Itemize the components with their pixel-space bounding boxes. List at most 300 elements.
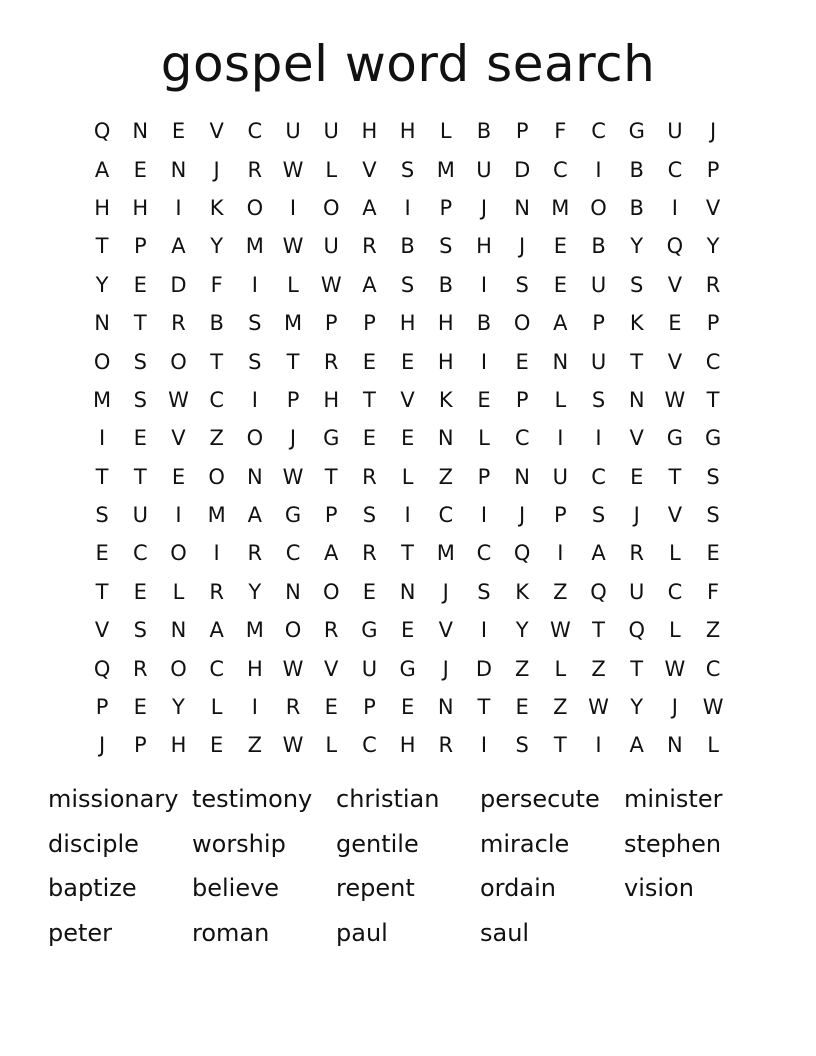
grid-letter: I [251,695,258,720]
grid-letter: Z [553,695,568,720]
grid-letter: V [705,195,721,220]
word-list-item: roman [192,918,270,947]
grid-letter: O [322,195,340,220]
grid-letter: V [94,618,110,643]
word-list-item: missionary [48,785,179,813]
grid-letter: C [132,541,148,566]
grid-letter: E [515,349,529,374]
grid-letter: C [362,733,377,758]
grid-letter: F [554,119,567,144]
grid-letter: C [209,387,224,412]
grid-letter: E [133,157,147,182]
grid-letter: P [554,503,567,528]
grid-letter: T [210,349,224,374]
grid-letter: S [362,503,377,528]
grid-letter: E [362,579,377,604]
word-list-item: saul [480,918,530,947]
grid-letter: C [667,157,683,182]
grid-letter: L [287,272,299,297]
word-list-item: minister [624,785,723,813]
grid-letter: E [324,695,338,720]
grid-letter: U [590,272,607,297]
grid-letter: U [667,119,683,144]
grid-letter: G [704,426,722,451]
grid-letter: W [549,618,571,643]
grid-letter: O [246,426,264,451]
grid-row [83,112,733,150]
grid-letter: I [480,272,488,297]
grid-letter: R [629,541,645,566]
grid-letter: C [285,541,301,566]
grid-letter: A [362,272,377,297]
grid-letter: O [170,656,187,681]
grid-letter: E [362,426,377,451]
grid-letter: E [400,695,415,720]
grid-letter: S [515,272,529,297]
grid-letter: L [554,387,567,412]
grid-letter: Y [630,234,644,259]
grid-letter: N [552,349,569,374]
grid-letter: H [170,733,187,758]
grid-letter: Q [93,119,111,144]
grid-letter: V [629,426,644,451]
grid-letter: T [668,464,682,489]
grid-letter: A [209,618,224,643]
grid-letter: S [248,311,262,336]
grid-letter: R [323,618,339,643]
grid-letter: I [557,426,564,451]
grid-letter: I [480,503,488,528]
grid-letter: H [246,656,263,681]
grid-letter: P [286,387,300,412]
grid-letter: I [595,733,602,758]
grid-letter: S [630,272,644,297]
grid-letter: H [361,119,378,144]
grid-letter: M [436,541,455,566]
grid-letter: D [514,157,531,182]
grid-letter: L [325,157,338,182]
grid-row [83,189,733,227]
grid-letter: V [667,349,683,374]
grid-letter: O [170,349,187,374]
grid-letter: I [251,272,258,297]
grid-letter: R [132,656,148,681]
grid-letter: I [671,195,678,220]
grid-letter: G [628,119,645,144]
grid-letter: M [551,195,570,220]
grid-letter: O [208,464,225,489]
grid-letter: R [171,311,186,336]
grid-row [83,573,733,611]
grid-letter: C [705,349,721,374]
grid-letter: E [400,426,415,451]
grid-letter: I [595,157,602,182]
grid-row [83,227,733,265]
word-list-item: gentile [336,829,419,858]
grid-letter: C [514,426,530,451]
word-list-item: worship [192,829,286,858]
grid-letter: H [323,387,340,412]
grid-letter: U [361,656,378,681]
grid-letter: M [207,503,226,528]
grid-letter: N [437,695,454,720]
word-list-item: christian [336,785,440,813]
word-list-item: persecute [480,785,600,813]
word-list-item: ordain [480,874,556,902]
grid-letter: M [283,311,303,336]
grid-letter: Y [172,695,185,720]
grid-letter: A [553,311,568,336]
grid-letter: N [437,426,454,451]
grid-letter: L [210,695,223,720]
grid-letter: B [438,272,453,297]
grid-letter: S [591,387,606,412]
grid-letter: N [399,579,416,604]
grid-letter: R [362,464,377,489]
grid-letter: B [209,311,224,336]
grid-letter: O [284,618,302,643]
grid-letter: V [171,426,186,451]
grid-letter: U [590,349,607,374]
grid-letter: M [245,234,264,259]
grid-letter: I [404,195,411,220]
grid-letter: S [706,503,720,528]
grid-letter: B [629,195,644,220]
grid-letter: H [399,733,416,758]
grid-letter: G [361,618,378,643]
grid-letter: N [514,464,531,489]
grid-letter: S [515,733,529,758]
grid-letter: R [209,579,224,604]
grid-letter: R [247,157,263,182]
word-list-item: vision [624,874,694,902]
grid-letter: T [95,234,109,259]
grid-letter: J [213,157,220,182]
grid-letter: T [706,387,720,412]
grid-letter: I [404,503,411,528]
grid-letter: M [93,387,112,412]
grid-letter: R [362,541,377,566]
grid-letter: G [284,503,302,528]
grid-letter: E [515,695,529,720]
grid-letter: V [667,503,683,528]
grid-letter: N [514,195,531,220]
grid-letter: E [400,349,415,374]
grid-letter: E [400,618,415,643]
grid-letter: C [667,579,683,604]
grid-letter: J [519,503,526,528]
grid-letter: S [400,272,415,297]
grid-letter: Z [209,426,224,451]
grid-letter: E [171,464,186,489]
grid-letter: Z [591,656,606,681]
grid-letter: I [175,503,182,528]
word-list-item: peter [48,918,113,947]
grid-letter: Z [705,618,721,643]
grid-letter: R [362,234,377,259]
grid-letter: K [629,311,644,336]
grid-letter: U [323,234,339,259]
grid-letter: A [362,195,377,220]
grid-letter: S [477,579,491,604]
grid-letter: W [282,656,304,681]
grid-letter: E [553,234,567,259]
grid-letter: A [629,733,644,758]
grid-letter: M [436,157,455,182]
word-list [48,777,768,955]
word-list-item: disciple [48,829,139,858]
grid-letter: P [324,503,338,528]
grid-letter: J [709,119,717,144]
grid-letter: C [591,464,606,489]
grid-letter: L [325,733,338,758]
grid-letter: O [170,541,187,566]
grid-letter: W [588,695,609,720]
grid-letter: P [515,387,529,412]
grid-letter: U [132,503,148,528]
grid-letter: L [401,464,414,489]
grid-row [83,304,733,342]
grid-letter: V [667,272,683,297]
grid-letter: R [247,541,263,566]
grid-letter: W [282,464,304,489]
grid-letter: C [438,503,454,528]
grid-row [83,150,733,188]
grid-letter: V [438,618,453,643]
grid-letter: C [476,541,492,566]
grid-letter: D [170,272,187,297]
grid-letter: J [442,579,449,604]
grid-letter: A [247,503,263,528]
grid-letter: D [475,656,493,681]
grid-letter: L [707,733,719,758]
grid-letter: T [630,656,644,681]
grid-letter: E [210,733,224,758]
grid-letter: M [245,618,264,643]
grid-letter: P [324,311,338,336]
grid-row [83,726,733,764]
grid-letter: Y [95,272,109,297]
grid-letter: E [477,387,491,412]
grid-letter: C [591,119,606,144]
grid-row [83,688,733,726]
grid-letter: S [706,464,720,489]
grid-letter: F [707,579,720,604]
grid-letter: W [664,656,686,681]
grid-letter: A [171,234,186,259]
grid-letter: I [480,733,488,758]
grid-letter: E [630,464,644,489]
grid-letter: J [289,426,297,451]
grid-letter: Q [590,579,607,604]
grid-letter: T [477,695,491,720]
grid-letter: E [171,119,186,144]
grid-letter: U [323,119,339,144]
grid-letter: S [439,234,453,259]
grid-letter: N [170,157,187,182]
grid-letter: T [401,541,414,566]
grid-letter: S [248,349,262,374]
grid-letter: H [132,195,149,220]
grid-letter: K [438,387,453,412]
grid-letter: C [553,157,568,182]
grid-letter: J [98,733,106,758]
grid-letter: W [320,272,342,297]
grid-letter: P [133,234,147,259]
grid-letter: Y [515,618,529,643]
grid-letter: W [282,234,304,259]
grid-letter: C [209,656,224,681]
grid-letter: S [133,618,147,643]
grid-letter: N [628,387,645,412]
grid-row [83,534,733,572]
grid-letter: N [246,464,263,489]
grid-letter: E [133,695,147,720]
grid-letter: O [513,311,531,336]
word-list-item: miracle [480,829,570,858]
grid-letter: P [592,311,605,336]
grid-letter: B [476,311,492,336]
grid-row [83,342,733,380]
grid-letter: A [324,541,339,566]
grid-letter: I [480,349,488,374]
grid-letter: I [98,426,106,451]
grid-letter: B [400,234,415,259]
grid-letter: H [437,349,454,374]
grid-letter: T [133,311,147,336]
grid-letter: W [282,733,304,758]
grid-letter: U [285,119,301,144]
grid-letter: S [591,503,606,528]
grid-row [83,649,733,687]
grid-letter: P [706,157,720,182]
grid-letter: P [363,311,376,336]
grid-letter: P [515,119,529,144]
grid-letter: N [94,311,110,336]
grid-letter: U [476,157,492,182]
grid-letter: A [591,541,606,566]
grid-letter: Z [553,579,568,604]
grid-letter: F [210,272,223,297]
grid-row [83,266,733,304]
grid-letter: V [209,119,224,144]
grid-row [83,381,733,419]
grid-letter: S [133,387,147,412]
grid-letter: S [133,349,147,374]
grid-letter: O [322,579,340,604]
grid-letter: I [175,195,182,220]
grid-letter: I [595,426,602,451]
grid-letter: U [629,579,645,604]
grid-letter: T [95,464,109,489]
grid-letter: P [363,695,376,720]
grid-letter: H [399,119,416,144]
grid-letter: I [480,618,488,643]
grid-letter: R [285,695,301,720]
grid-letter: B [591,234,606,259]
letter-grid [83,112,733,765]
grid-letter: H [94,195,110,220]
grid-letter: R [438,733,454,758]
grid-letter: O [590,195,607,220]
grid-letter: T [286,349,300,374]
grid-letter: T [362,387,376,412]
grid-row [83,611,733,649]
grid-letter: B [629,157,644,182]
grid-letter: E [95,541,109,566]
grid-letter: J [480,195,488,220]
grid-letter: R [705,272,721,297]
grid-letter: T [553,733,567,758]
grid-letter: E [133,426,147,451]
grid-letter: P [439,195,453,220]
grid-letter: T [630,349,644,374]
word-list-item: stephen [624,829,722,858]
page-title: gospel word search [160,35,656,93]
grid-letter: Y [706,234,720,259]
grid-letter: Z [514,656,530,681]
grid-letter: V [324,656,339,681]
grid-letter: V [362,157,377,182]
grid-row [83,419,733,457]
grid-letter: P [477,464,491,489]
grid-letter: I [251,387,258,412]
grid-letter: A [94,157,110,182]
grid-letter: E [553,272,567,297]
grid-letter: K [209,195,224,220]
grid-letter: C [247,119,263,144]
grid-letter: Y [210,234,224,259]
grid-letter: W [282,157,304,182]
grid-letter: L [669,618,681,643]
word-list-item: testimony [192,785,313,813]
grid-letter: E [133,272,147,297]
grid-letter: P [133,733,147,758]
grid-letter: G [666,426,684,451]
grid-letter: Z [247,733,263,758]
grid-letter: I [557,541,564,566]
grid-letter: P [95,695,109,720]
grid-row [83,458,733,496]
grid-row [83,496,733,534]
grid-letter: L [554,656,567,681]
grid-letter: S [95,503,109,528]
grid-letter: Y [248,579,262,604]
grid-letter: U [552,464,569,489]
grid-letter: T [592,618,605,643]
grid-letter: R [323,349,339,374]
grid-letter: Q [666,234,684,259]
grid-letter: C [705,656,721,681]
grid-letter: I [213,541,220,566]
grid-letter: W [664,387,686,412]
word-list-item: baptize [48,874,137,902]
grid-letter: H [399,311,416,336]
word-list-item: believe [192,874,280,902]
grid-letter: J [633,503,640,528]
grid-letter: T [133,464,147,489]
grid-letter: E [668,311,682,336]
grid-letter: N [132,119,149,144]
grid-letter: P [706,311,720,336]
grid-letter: L [478,426,490,451]
grid-letter: H [476,234,492,259]
grid-letter: H [437,311,454,336]
grid-letter: K [515,579,530,604]
grid-letter: N [285,579,301,604]
grid-letter: B [476,119,492,144]
grid-letter: Q [513,541,531,566]
